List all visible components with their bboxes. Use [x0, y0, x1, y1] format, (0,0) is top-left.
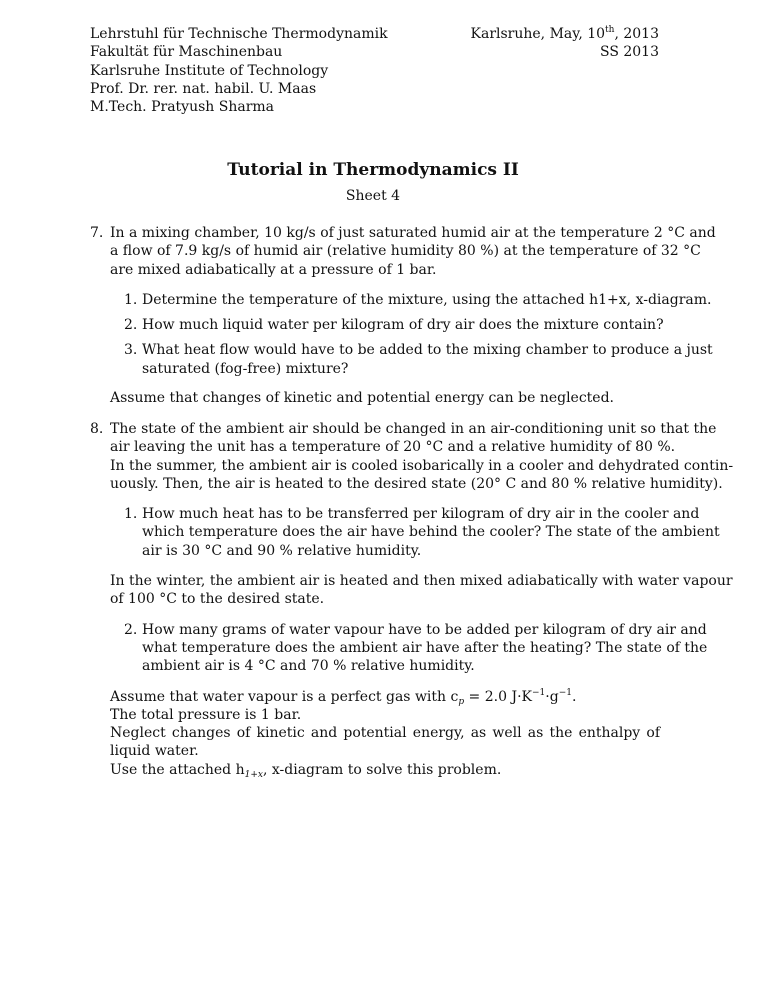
list-item — [124, 291, 712, 309]
diagram-line — [110, 761, 660, 779]
text-segment: Use the attached h — [110, 761, 245, 778]
list-item — [124, 341, 713, 378]
superscript: −1 — [558, 687, 572, 698]
problem-number: 7. — [90, 225, 104, 241]
item-number: 3. — [124, 342, 138, 359]
text-segment: Assume that water vapour is a perfect gas with c — [110, 688, 459, 705]
item-number: 1. — [124, 291, 138, 308]
header-line: Fakultät für Maschinenbau — [90, 44, 283, 61]
text-line: air is 30 °C and 90 % relative humidity. — [142, 542, 422, 559]
text-line: are mixed adiabatically at a pressure of 1 bar. — [110, 261, 437, 278]
text-line: The state of the ambient air should be changed in an air-conditioning unit so that the — [110, 421, 717, 437]
problem-7 — [90, 224, 716, 407]
problem-8 — [90, 420, 734, 780]
perfect-gas-line — [110, 688, 660, 706]
page-title: Tutorial in Thermodynamics II — [227, 160, 519, 180]
text-line: In the winter, the ambient air is heated and then mixed adiabatically with water vapour — [110, 573, 733, 590]
winter-paragraph — [110, 572, 733, 609]
text-segment: ·g — [545, 688, 559, 705]
text-line: Neglect changes of kinetic and potential energy, as well as the enthalpy of liquid water. — [110, 725, 660, 760]
text-line: saturated (fog-free) mixture? — [142, 360, 349, 377]
chair-header — [90, 25, 388, 116]
text-line: of 100 °C to the desired state. — [110, 591, 325, 608]
assumption-note: Assume that changes of kinetic and potential energy can be neglected. — [110, 390, 615, 407]
text-line: what temperature does the ambient air have after the heating? The state of the — [142, 639, 708, 656]
text-line: How much heat has to be transferred per kilogram of dry air in the cooler and — [142, 506, 700, 523]
header-line: Karlsruhe Institute of Technology — [90, 62, 329, 79]
text-line: How much liquid water per kilogram of dry air does the mixture contain? — [142, 317, 664, 334]
text-line: Determine the temperature of the mixture, using the attached h1+x, x-diagram. — [142, 291, 712, 308]
assumptions-block — [110, 688, 660, 779]
text-line: uously. Then, the air is heated to the desired state (20° C and 80 % relative humidity). — [110, 475, 723, 492]
text-segment: . — [571, 688, 577, 705]
text-line: which temperature does the air have behind the cooler? The state of the ambient — [142, 524, 720, 541]
text-line: In a mixing chamber, 10 kg/s of just saturated humid air at the temperature 2 °C and — [110, 225, 716, 241]
text-line: What heat flow would have to be added to the mixing chamber to produce a just — [142, 342, 713, 359]
item-number: 2. — [124, 621, 138, 638]
header-line: Prof. Dr. rer. nat. habil. U. Maas — [90, 80, 317, 97]
list-item — [124, 316, 664, 334]
superscript: −1 — [531, 687, 546, 698]
text-line: The total pressure is 1 bar. — [110, 706, 302, 723]
text-line: air leaving the unit has a temperature of 20 °C and a relative humidity of 80 %. — [110, 439, 676, 456]
date-line — [471, 25, 659, 43]
header-line: M.Tech. Pratyush Sharma — [90, 99, 275, 116]
date-sup: th — [605, 25, 615, 35]
text-segment: = 2.0 J·K — [464, 688, 532, 705]
text-line: In the summer, the ambient air is cooled isobarically in a cooler and dehydrated contin- — [110, 457, 734, 474]
text-segment: , x-diagram to solve this problem. — [262, 761, 502, 778]
item-number: 1. — [124, 506, 138, 523]
subscript: p — [458, 696, 465, 707]
subscript: 1+x — [244, 769, 263, 780]
text-line: a flow of 7.9 kg/s of humid air (relative humidity 80 %) at the temperature of 32 °C — [110, 243, 701, 260]
sheet-number: Sheet 4 — [345, 188, 401, 204]
header-line: Lehrstuhl für Technische Thermodynamik — [90, 26, 388, 42]
date-header — [471, 25, 659, 62]
date-prefix: Karlsruhe, May, 10 — [470, 26, 606, 42]
text-line: How many grams of water vapour have to be added per kilogram of dry air and — [142, 621, 707, 638]
semester: SS 2013 — [599, 44, 659, 61]
problem-number: 8. — [90, 421, 104, 437]
date-suffix: , 2013 — [614, 26, 659, 42]
item-number: 2. — [124, 317, 138, 334]
list-item — [124, 621, 708, 676]
text-line: ambient air is 4 °C and 70 % relative humidity. — [142, 658, 475, 675]
list-item — [124, 505, 720, 560]
